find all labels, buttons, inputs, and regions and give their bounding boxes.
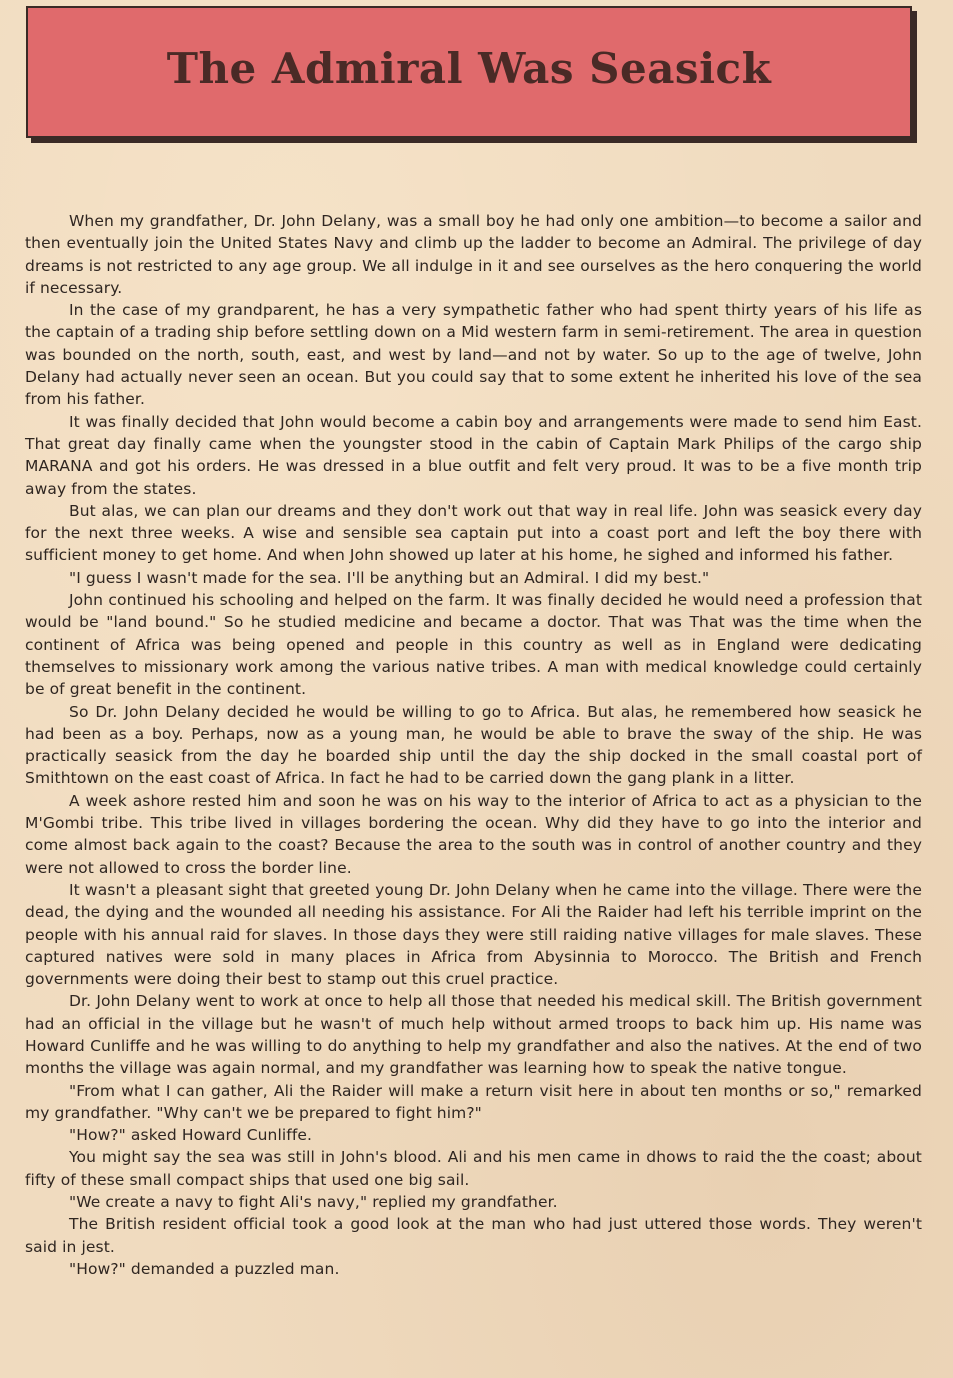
- paragraph: In the case of my grandparent, he has a very sympathetic father who had spent thirty years of his life as the captain of a trading ship before settling down on a Mid western farm in semi-retirement. The area in question was bounded on the north, south, east, and west by land—and not by water. So up to the age of twelve, John Delany had actually never seen an ocean. But you could say that to some extent he inherited his love of the sea from his father.: [25, 301, 922, 409]
- article-body: [25, 210, 922, 1370]
- paragraph: The British resident official took a good look at the man who had just uttered those words. They weren't said in jest.: [25, 1215, 922, 1256]
- paragraph: It was finally decided that John would become a cabin boy and arrangements were made to send him East. That great day finally came when the youngster stood in the cabin of Captain Mark Philips of the cargo ship MARANA and got his orders. He was dressed in a blue outfit and felt very proud. It was to be a five month trip away from the states.: [25, 412, 922, 498]
- paragraph: A week ashore rested him and soon he was on his way to the interior of Africa to act as a physician to the M'Gombi tribe. This tribe lived in villages bordering the ocean. Why did they have to go into the interior and come almost back again to the coast? Because the area to the south was in control of another country and they were not allowed to cross the border line.: [25, 791, 922, 877]
- paragraph: When my grandfather, Dr. John Delany, was a small boy he had only one ambition—to become a sailor and then eventually join the United States Navy and climb up the ladder to become an Admiral. The privilege of day dreams is not restricted to any age group. We all indulge in it and see ourselves as the hero conquering the world if necessary.: [25, 212, 922, 297]
- paragraph: "How?" asked Howard Cunliffe.: [69, 1126, 313, 1145]
- paragraph: Dr. John Delany went to work at once to help all those that needed his medical skill. The British government had an official in the village but he wasn't of much help without armed troops to back him up. His name was Howard Cunliffe and he was willing to do anything to help my grandfather and also the natives. At the end of two months the village was again normal, and my grandfather was learning how to speak the native tongue.: [25, 992, 922, 1078]
- paragraph: It wasn't a pleasant sight that greeted young Dr. John Delany when he came into the village. There were the dead, the dying and the wounded all needing his assistance. For Ali the Raider had left his terrible imprint on the people with his annual raid for slaves. In those days they were still raiding native villages for male slaves. These captured natives were sold in many places in Africa from Abysinnia to Morocco. The British and French governments were doing their best to stamp out this cruel practice.: [25, 880, 922, 989]
- paragraph: John continued his schooling and helped on the farm. It was finally decided he would need a profession that would be "land bound." So he studied medicine and became a doctor. That was That was the time when the continent of Africa was being opened and people in this country as well as in England were dedicating themselves to missionary work among the various native tribes. A man with medical knowledge could certainly be of great benefit in the continent.: [25, 591, 922, 699]
- paragraph: "I guess I wasn't made for the sea. I'll be anything but an Admiral. I did my best.": [69, 568, 710, 587]
- paragraph: You might say the sea was still in John's blood. Ali and his men came in dhows to raid the the coast; about fifty of these small compact ships that used one big sail.: [25, 1148, 922, 1189]
- paragraph: "How?" demanded a puzzled man.: [69, 1259, 340, 1278]
- paragraph: But alas, we can plan our dreams and they don't work out that way in real life. John was seasick every day for the next three weeks. A wise and sensible sea captain put into a coast port and left the boy there with sufficient money to get home. And when John showed up later at his home, he sighed and informed his father.: [25, 501, 922, 565]
- paragraph: "From what I can gather, Ali the Raider will make a return visit here in about ten months or so," remarked my grandfather. "Why can't we be prepared to fight him?": [25, 1081, 922, 1122]
- paragraph: So Dr. John Delany decided he would be willing to go to Africa. But alas, he remembered how seasick he had been as a boy. Perhaps, now as a young man, he would be able to brave the sway of the ship. He was practically seasick from the day he boarded ship until the day the ship docked in the small coastal port of Smithtown on the east coast of Africa. In fact he had to be carried down the gang plank in a litter.: [25, 702, 922, 788]
- title-banner: [26, 6, 912, 138]
- page-title: The Admiral Was Seasick: [166, 43, 772, 93]
- paragraph: "We create a navy to fight Ali's navy," replied my grandfather.: [69, 1193, 558, 1212]
